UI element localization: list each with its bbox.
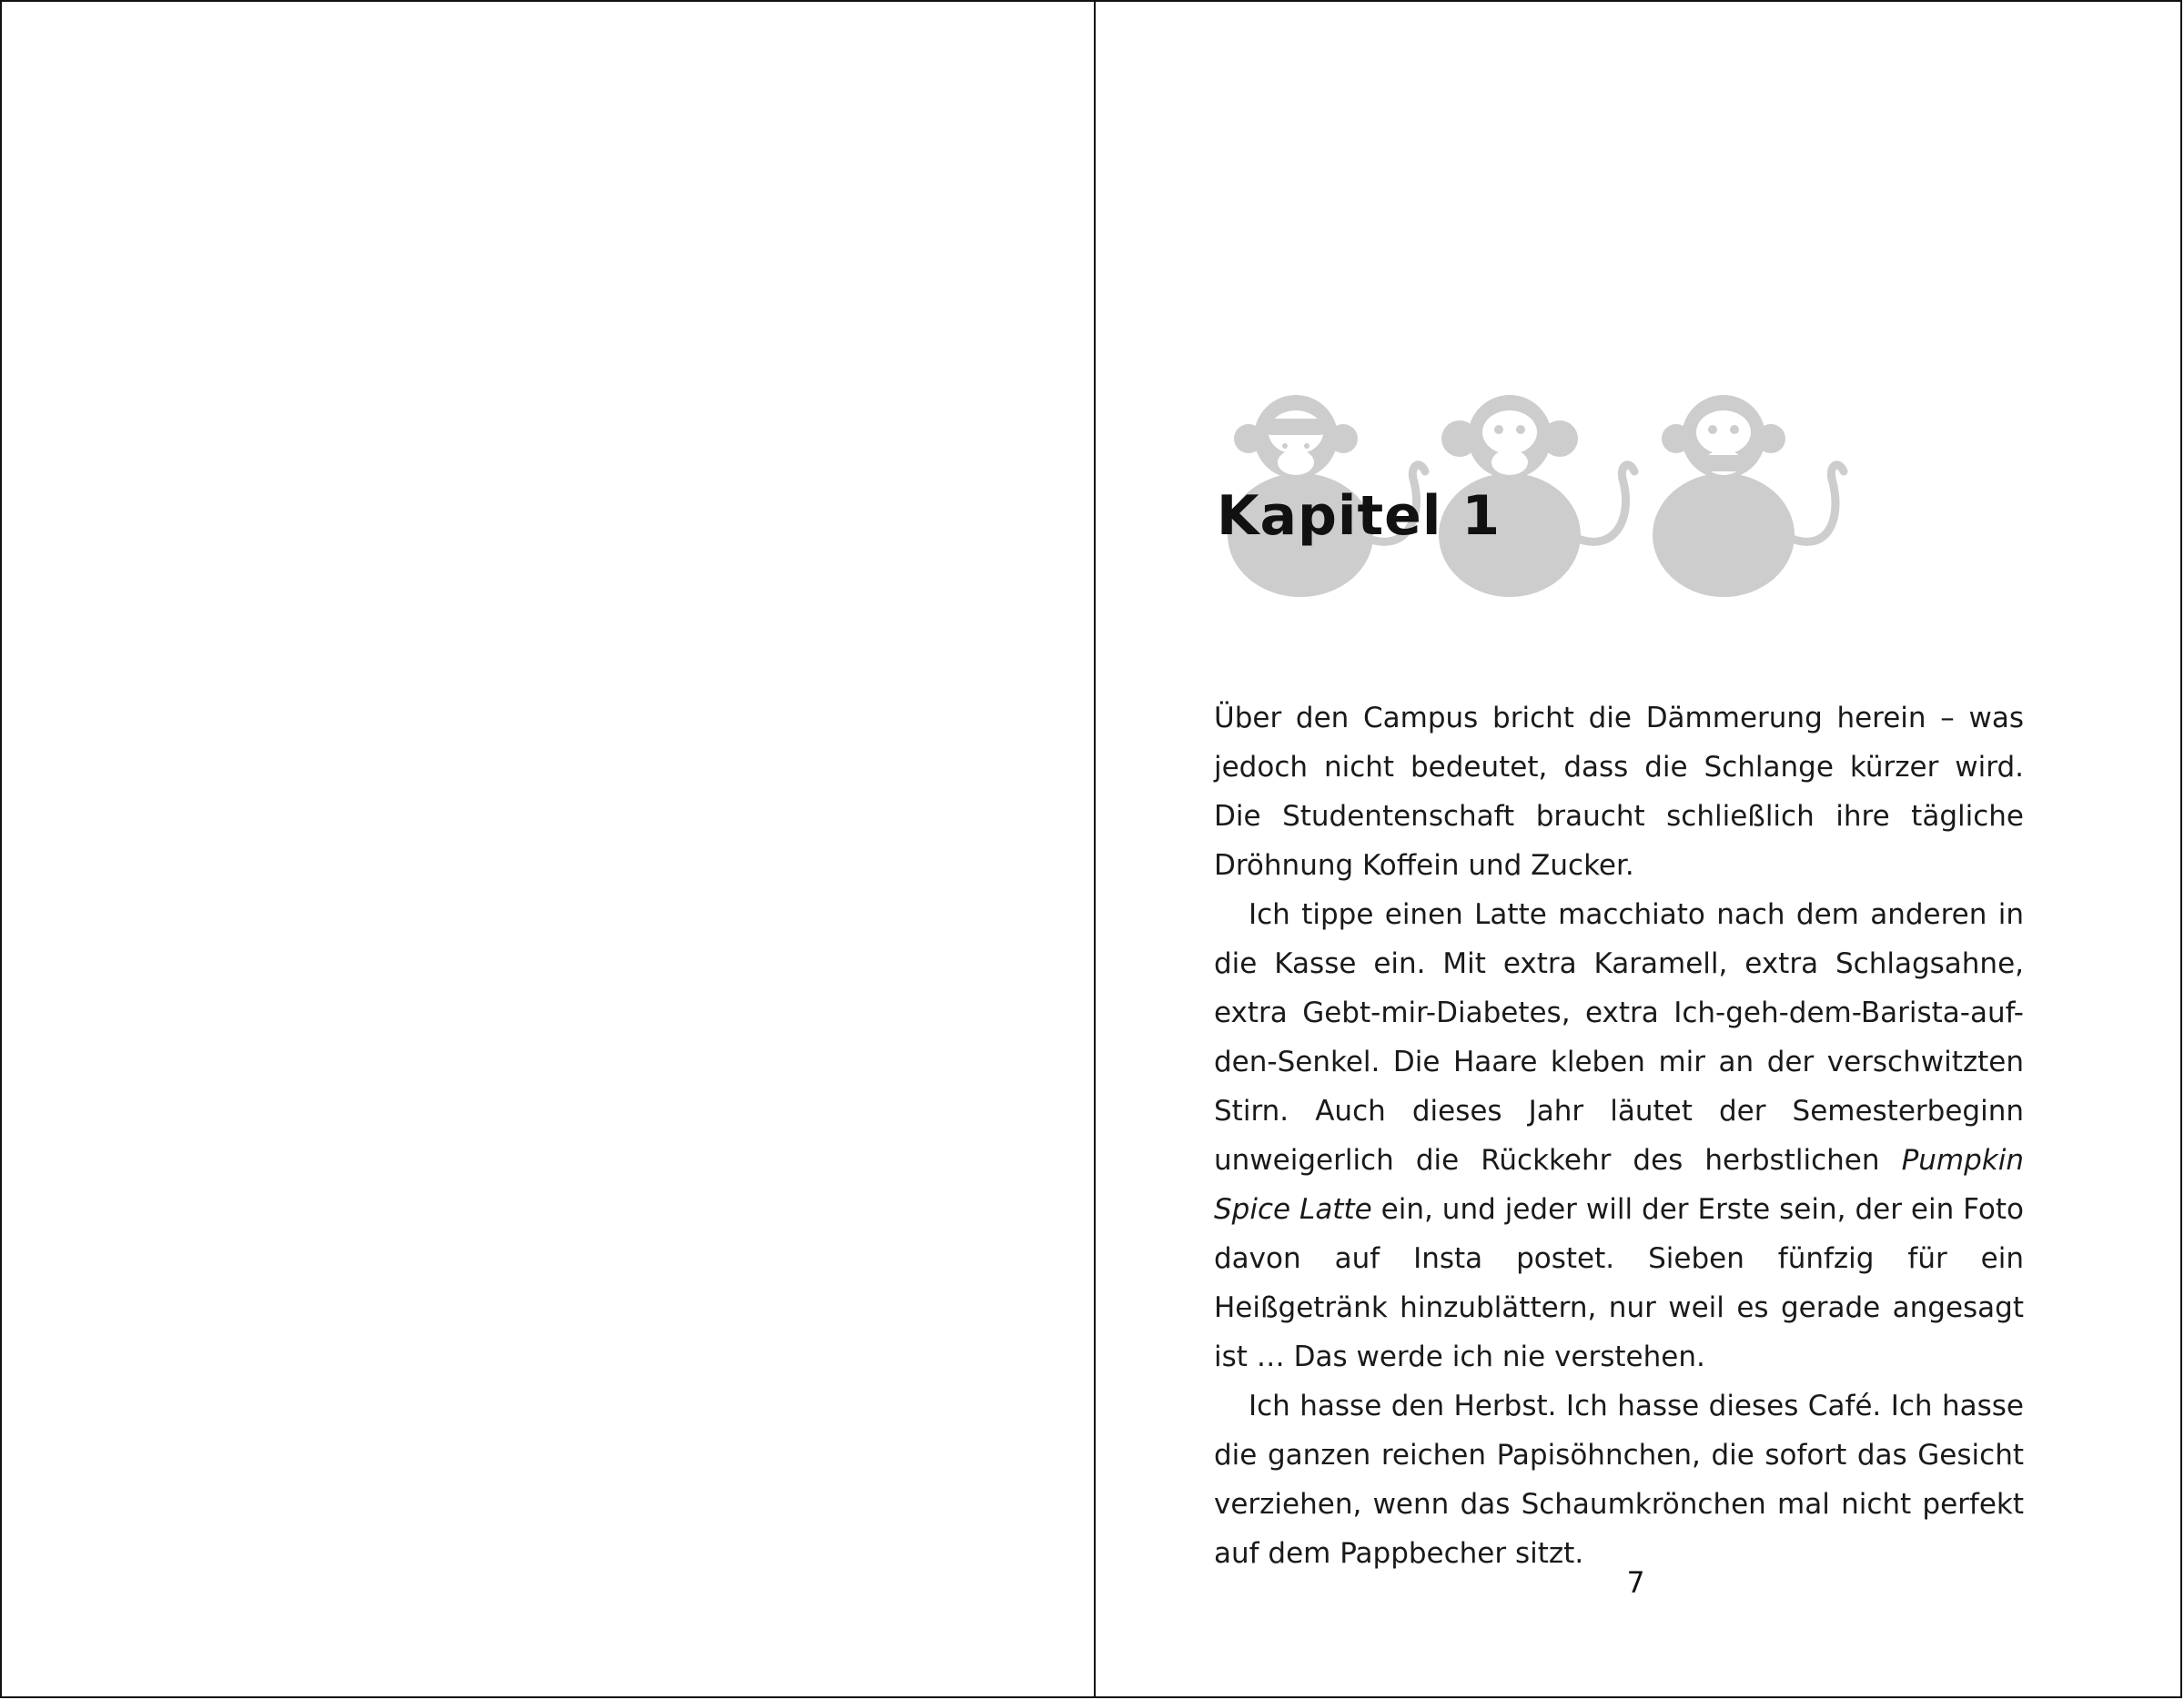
page-number: 7 [1627,1565,1645,1600]
paragraph [1214,1381,2024,1578]
text-span: Ich tippe einen Latte macchiato nach dem anderen in die Kasse ein. Mit extra Karamell, extra Schlagsahne, extra Gebt-mir-Diabetes, extra Ich-geh-dem-Barista-auf-den-Senkel. Die Haare kleben mir an der verschwitzten Stirn. Auch dieses Jahr läutet der Semesterbeginn unweigerlich die Rückkehr des herbstlichen [1214,898,2024,1177]
paragraph [1214,693,2024,890]
chapter-body-text [1214,693,2024,1578]
text-span: ein, und jeder will der Erste sein, der ein Foto davon auf Insta postet. Sieben fünfzig für ein Heißgetränk hinzublättern, nur weil es gerade angesagt ist … Das werde ich nie verstehen. [1214,1193,2024,1373]
italic-text-span: Pumpkin Spice Latte [1214,1144,2024,1226]
paragraph [1214,890,2024,1381]
chapter-heading [1214,382,1851,601]
text-span: Über den Campus bricht die Dämmerung herein – was jedoch nicht bedeutet, dass die Schlange kürzer wird. Die Studentenschaft braucht schließlich ihre tägliche Dröhnung Koffein und Zucker. [1214,702,2024,882]
chapter-title: Kapitel 1 [1217,484,1502,548]
left-page [2,2,1094,1696]
text-span: Ich hasse den Herbst. Ich hasse dieses Café. Ich hasse die ganzen reichen Papisöhnchen, die sofort das Gesicht verziehen, wenn das Schaumkrönchen mal nicht perfekt auf dem Pappbecher sitzt. [1214,1390,2024,1570]
right-page [1096,2,2182,1696]
